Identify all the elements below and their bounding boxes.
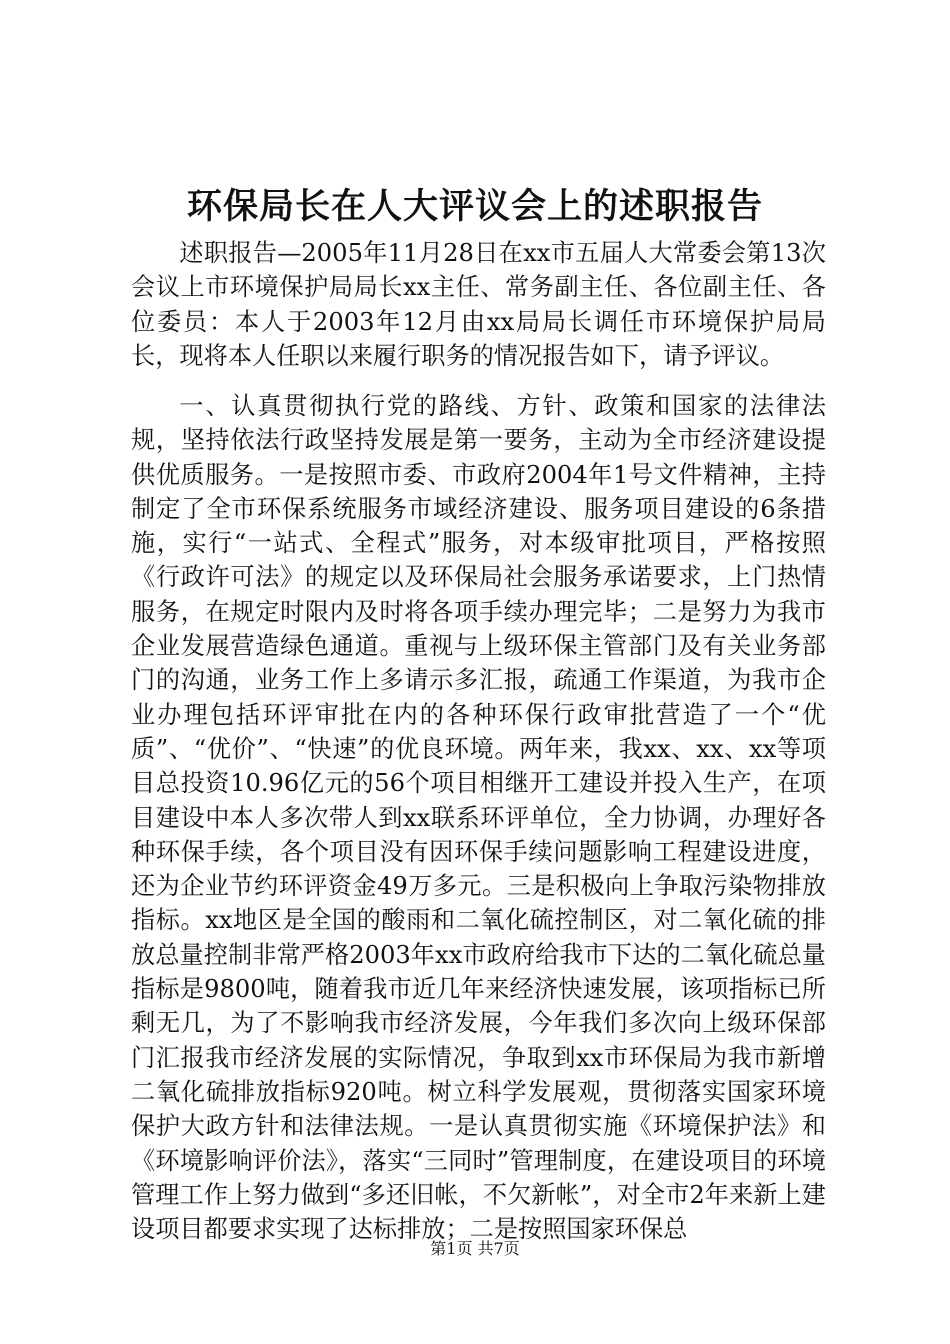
page-number-footer: 第1页 共7页 (430, 1239, 520, 1258)
document-title: 环保局长在人大评议会上的述职报告 (186, 186, 763, 227)
paragraph-intro: 述职报告—2005年11月28日在xx市五届人大常委会第13次会议上市环境保护局局长xx主任、常务副主任、各位副主任、各位委员：本人于2003年12月由xx局局长调任市环境保护局局长，现将本人任职以来履行职务的情况报告如下，请予评议。 (131, 239, 826, 370)
paragraph-section-one: 一、认真贯彻执行党的路线、方针、政策和国家的法律法规，坚持依法行政坚持发展是第一要务，主动为全市经济建设提供优质服务。一是按照市委、市政府2004年1号文件精神，主持制定了全市环保系统服务市域经济建设、服务项目建设的6条措施，实行“一站式、全程式”服务，对本级审批项目，严格按照《行政许可法》的规定以及环保局社会服务承诺要求，上门热情服务，在规定时限内及时将各项手续办理完毕；二是努力为我市企业发展营造绿色通道。重视与上级环保主管部门及有关业务部门的沟通，业务工作上多请示多汇报，疏通工作渠道，为我市企业办理包括环评审批在内的各种环保行政审批营造了一个“优质”、“优价”、“快速”的优良环境。两年来，我xx、xx、xx等项目总投资10.96亿元的56个项目相继开工建设并投入生产，在项目建设中本人多次带人到xx联系环评单位，全力协调，办理好各种环保手续，各个项目没有因环保手续问题影响工程建设进度，还为企业节约环评资金49万多元。三是积极向上争取污染物排放指标。xx地区是全国的酸雨和二氧化硫控制区，对二氧化硫的排放总量控制非常严格2003年xx市政府给我市下达的二氧化硫总量指标是9800吨，随着我市近几年来经济快速发展，该项指标已所剩无几，为了不影响我市经济发展，今年我们多次向上级环保部门汇报我市经济发展的实际情况，争取到xx市环保局为我市新增二氧化硫排放指标920吨。树立科学发展观，贯彻落实国家环境保护大政方针和法律法规。一是认真贯彻实施《环境保护法》和《环境影响评价法》，落实“三同时”管理制度，在建设项目的环境管理工作上努力做到“多还旧帐，不欠新帐”，对全市2年来新上建设项目都要求实现了达标排放；二是按照国家环保总 (131, 392, 826, 1244)
